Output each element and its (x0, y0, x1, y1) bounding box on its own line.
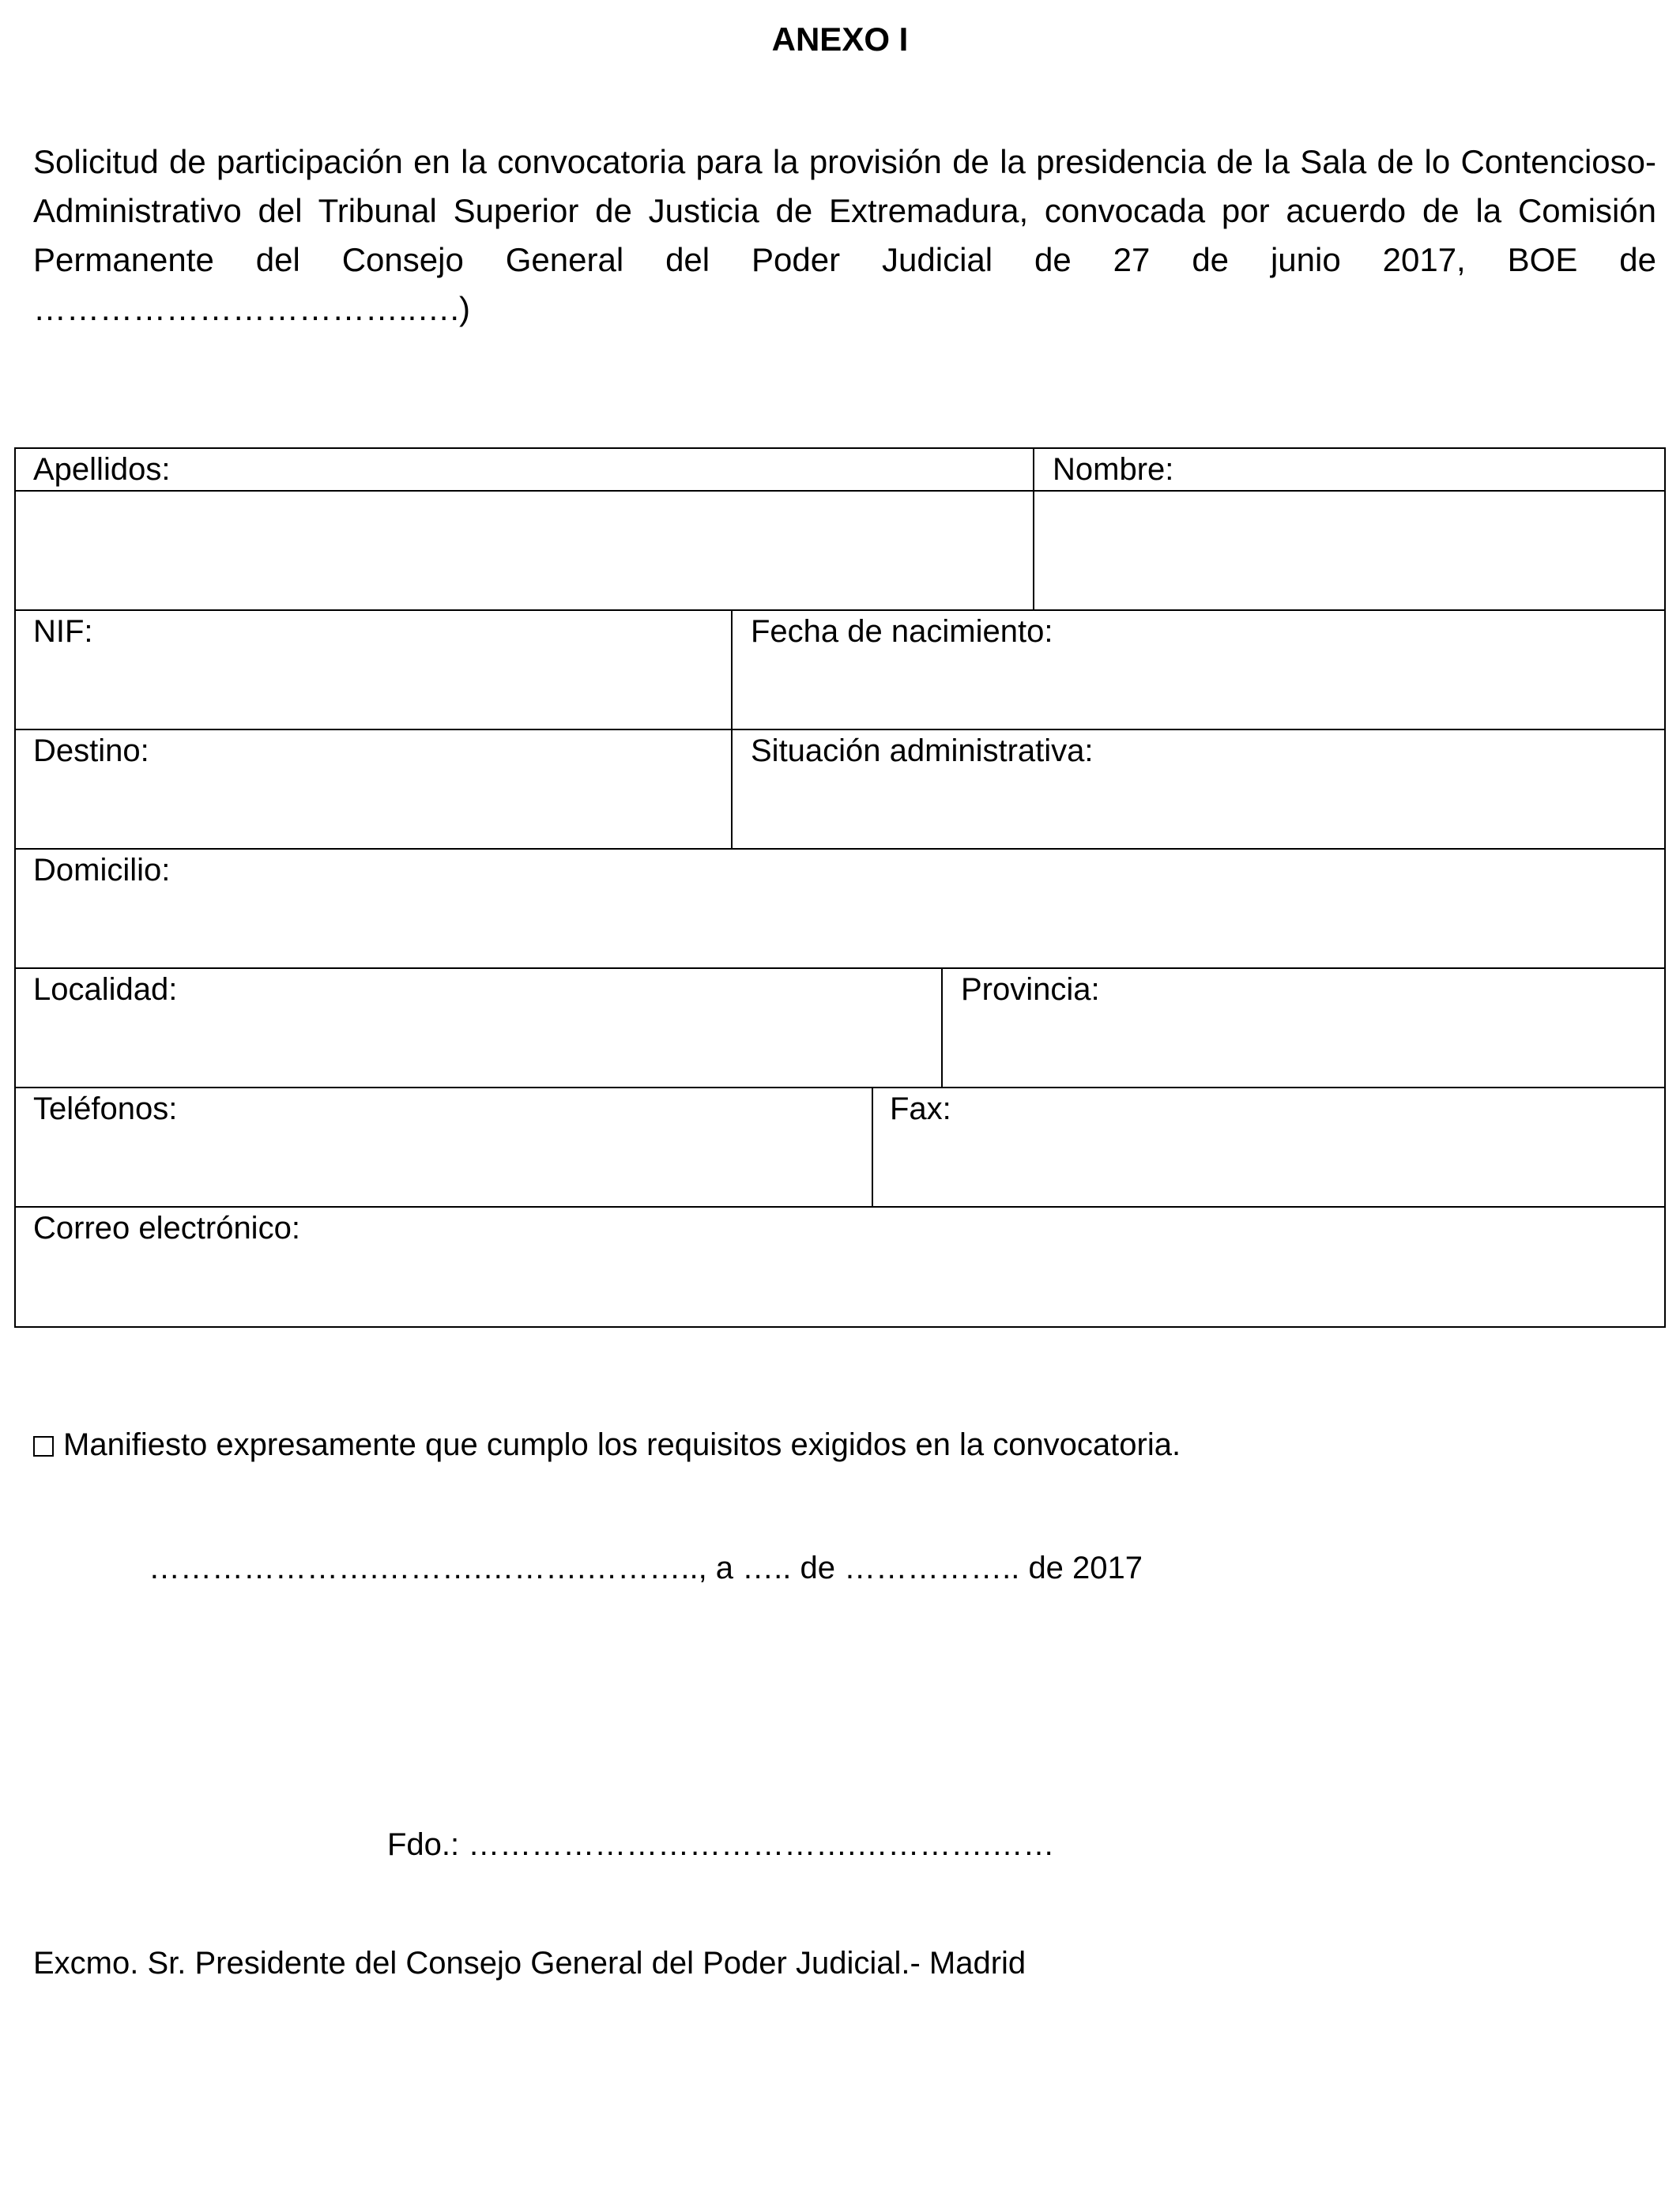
provincia-label: Provincia: (961, 972, 1100, 1007)
application-form-table (14, 447, 1666, 1328)
column-divider (731, 609, 733, 848)
requirements-declaration-text: Manifiesto expresamente que cumplo los requisitos exigidos en la convocatoria. (63, 1427, 1181, 1462)
addressee: Excmo. Sr. Presidente del Consejo General del Poder Judicial.- Madrid (33, 1946, 1026, 1981)
requirements-declaration (33, 1423, 1181, 1467)
domicilio-label: Domicilio: (33, 853, 171, 888)
nombre-label: Nombre: (1053, 452, 1174, 487)
column-divider (872, 1087, 873, 1206)
place-date-line: ………………….……….……….……….., a ….. de …………….. de 2017 (149, 1551, 1143, 1585)
localidad-label: Localidad: (33, 972, 178, 1007)
destino-label: Destino: (33, 733, 149, 768)
signature-line: Fdo.: ……………………………….………….…… (387, 1827, 1055, 1862)
correo-electronico-label: Correo electrónico: (33, 1211, 300, 1246)
intro-paragraph: Solicitud de participación en la convocatoria para la provisión de la presidencia de la Sala de lo Contencioso-Administrativo del Tribunal Superior de Justicia de Extremadura, convocada por acuerdo de la Comisión Permanente del Consejo General del Poder Judicial de 27 de junio 2017, BOE de ……………………………..….) (33, 143, 1656, 327)
column-divider (941, 967, 943, 1087)
column-divider (1033, 449, 1034, 609)
row-divider (16, 490, 1664, 492)
document-title: ANEXO I (771, 21, 909, 58)
nif-label: NIF: (33, 614, 93, 649)
fax-label: Fax: (890, 1091, 951, 1126)
row-divider (16, 967, 1664, 969)
row-divider (16, 1087, 1664, 1088)
situacion-administrativa-label: Situación administrativa: (751, 733, 1094, 768)
requirements-checkbox[interactable] (33, 1436, 54, 1457)
row-divider (16, 848, 1664, 850)
apellidos-label: Apellidos: (33, 452, 171, 487)
fecha-nacimiento-label: Fecha de nacimiento: (751, 614, 1053, 649)
telefonos-label: Teléfonos: (33, 1091, 178, 1126)
